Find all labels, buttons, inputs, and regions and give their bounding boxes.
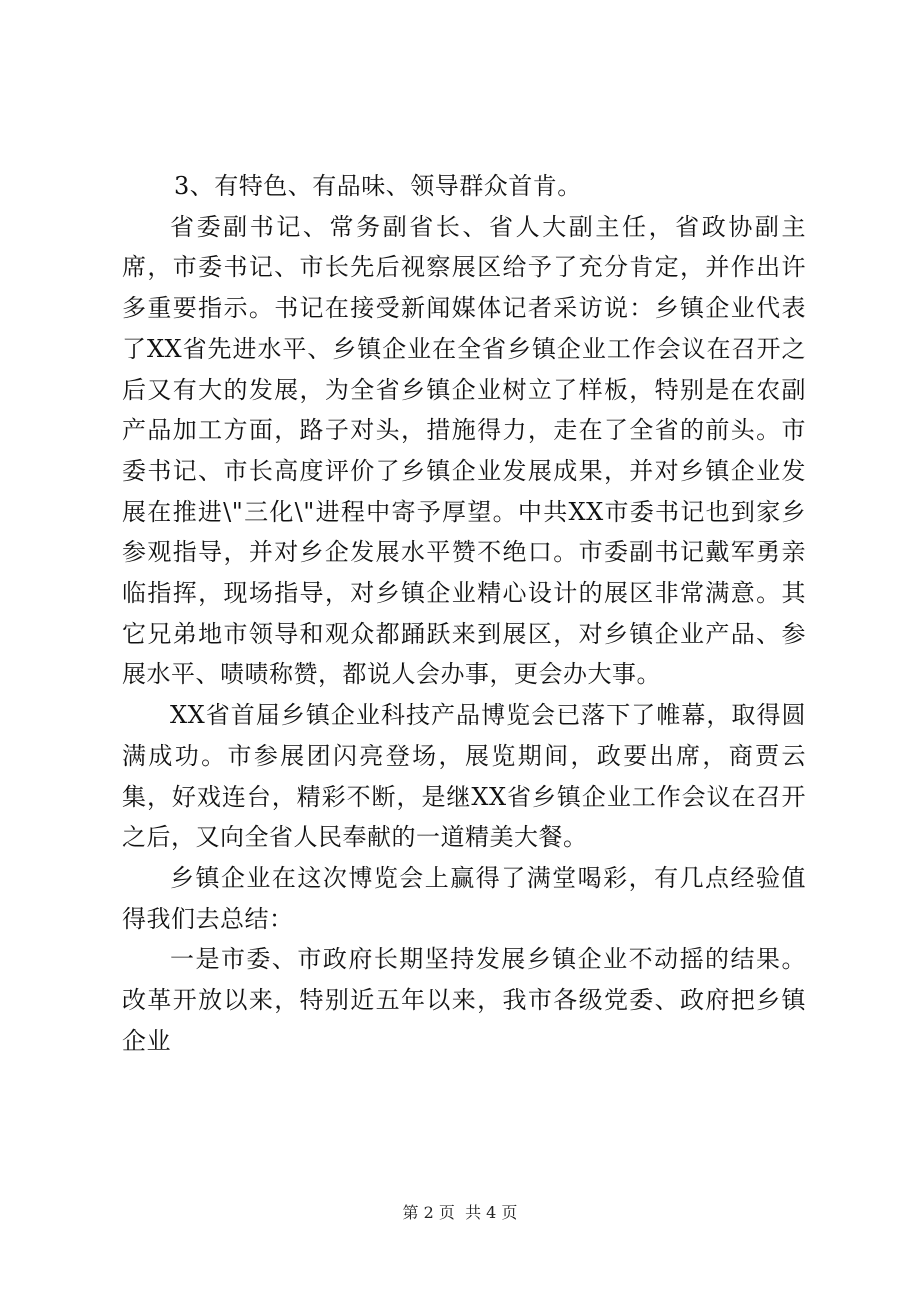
page-footer <box>0 1203 920 1223</box>
paragraph: 乡镇企业在这次博览会上赢得了满堂喝彩，有几点经验值得我们去总结： <box>122 863 806 933</box>
document-body <box>122 166 806 1061</box>
paragraph: XX省首届乡镇企业科技产品博览会已落下了帷幕，取得圆满成功。市参展团闪亮登场，展览期间，政要出席，商贾云集，好戏连台，精彩不断，是继XX省乡镇企业工作会议在召开之后，又向全省人民奉献的一道精美大餐。 <box>122 701 806 852</box>
paragraph: 3、有特色、有品味、领导群众首肯。 <box>174 172 582 200</box>
page-number-label: 第 2 页 共 4 页 <box>402 1203 518 1222</box>
paragraph: 省委副书记、常务副省长、省人大副主任，省政协副主席，市委书记、市长先后视察展区给予了充分肯定，并作出许多重要指示。书记在接受新闻媒体记者采访说：乡镇企业代表了XX省先进水平、乡镇企业在全省乡镇企业工作会议在召开之后又有大的发展，为全省乡镇企业树立了样板，特别是在农副产品加工方面，路子对头，措施得力，走在了全省的前头。市委书记、市长高度评价了乡镇企业发展成果，并对乡镇企业发展在推进\"三化\"进程中寄予厚望。中共XX市委书记也到家乡参观指导，并对乡企发展水平赞不绝口。市委副书记戴军勇亲临指挥，现场指导，对乡镇企业精心设计的展区非常满意。其它兄弟地市领导和观众都踊跃来到展区，对乡镇企业产品、参展水平、啧啧称赞，都说人会办事，更会办大事。 <box>122 212 806 689</box>
paragraph: 一是市委、市政府长期坚持发展乡镇企业不动摇的结果。改革开放以来，特别近五年以来，我市各级党委、政府把乡镇企业 <box>122 945 806 1055</box>
